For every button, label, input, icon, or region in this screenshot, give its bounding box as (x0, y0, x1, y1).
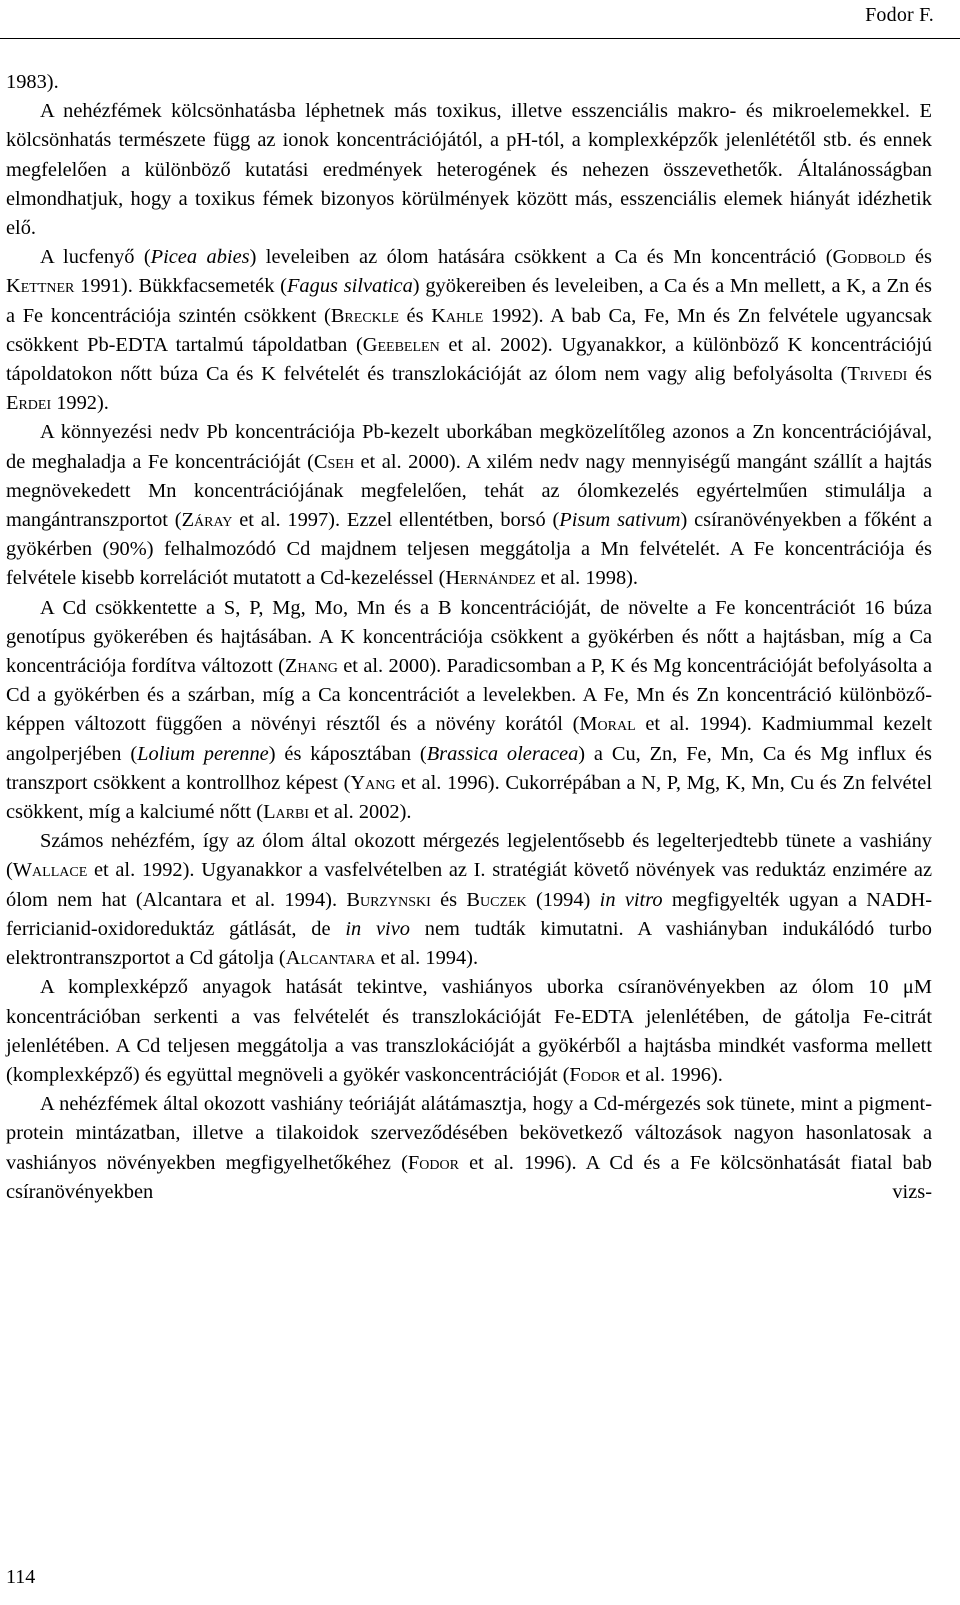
author-name: Cseh (313, 450, 354, 473)
text-run: et al. 1996). (620, 1063, 723, 1086)
page-number: 114 (6, 1566, 36, 1588)
text-run: et al. 1994). (375, 947, 479, 970)
italic-term: Brassica oleracea (426, 742, 579, 765)
paragraph (6, 1090, 932, 1207)
author-name: Kahle (431, 304, 484, 327)
running-head: Fodor F. (865, 4, 934, 26)
paragraph (6, 594, 932, 828)
text-run: et al. 1996). A Cd és a Fe kölcsönhatását fiatal bab csíranövényekben vizs- (6, 1151, 932, 1203)
text-run: et al. 1996). Cukorrépában a N, P, Mg, K, Mn, Cu és Zn felvétel csökkent, míg a kalciumé nőtt ( (6, 771, 932, 824)
text-run: ) és káposztában ( (268, 742, 427, 765)
text-run: 1992). A bab Ca, Fe, Mn és Zn felvétele ugyancsak csökkent Pb-EDTA tartalmú tápoldatban ( (6, 304, 932, 356)
text-run: és (398, 304, 432, 327)
paragraph (6, 973, 932, 1090)
author-name: Fodor (569, 1063, 621, 1086)
italic-term: Picea abies (150, 246, 250, 269)
author-name: Erdei (6, 392, 52, 415)
text-run: et al. 2002). Ugyanakkor, a különböző K koncentrációjú tápoldatokon nőtt búza Ca és K felvételét és transzlokációját az ólom nem vagy alig befolyásolta ( (6, 333, 932, 386)
paragraph (6, 97, 932, 243)
text-run: A lucfenyő ( (40, 246, 151, 269)
page-header (0, 0, 960, 39)
author-name: Hernández (445, 567, 536, 590)
text-run: 1992). (51, 392, 109, 415)
text-run: és (907, 363, 932, 386)
text-run: et al. 1992). Ugyanakkor a vasfelvételben az I. stratégiát követő növények vas reduktáz enzimére az ólom nem hat (Alcantara et al. 1994). (6, 859, 932, 911)
italic-term: in vivo (345, 917, 410, 940)
text-run: et al. 2002). (309, 801, 412, 824)
author-name: Kettner (6, 275, 75, 298)
author-name: Moral (579, 713, 636, 736)
author-name: Alcantara (285, 947, 376, 970)
author-name: Breckle (330, 304, 399, 327)
italic-term: Pisum sativum (559, 509, 681, 532)
italic-term: Fagus silvatica (286, 275, 413, 298)
italic-term: in vitro (599, 888, 663, 911)
author-name: Wallace (12, 859, 88, 882)
author-name: Trivedi (847, 363, 908, 386)
author-name: Larbi (263, 801, 309, 824)
author-name: Yang (350, 771, 396, 794)
author-name: Fodor (407, 1151, 459, 1174)
text-run: Számos nehézfém, így az ólom által okozott mérgezés legjelentősebb és legelterjedtebb tünete a vashiány ( (6, 830, 932, 882)
text-run: ) csíranövényekben a főként a gyökérben (90%) felhalmozódó Cd majdnem teljesen meggátolja a Mn felvételét. A Fe koncentrációja és felvétele kisebb korrelációt mutatott a Cd-kezeléssel ( (6, 509, 932, 590)
paragraph (6, 243, 932, 418)
text-run: A nehézfémek kölcsönhatásba léphetnek más toxikus, illetve esszenciális makro- és mikroelemekkel. E kölcsönhatás természete függ az ionok koncentrációjától, a pH-tól, a komplexképzők jelenlététől stb. és ennek megfelelően a különböző kutatási eredmények heterogének és nehezen összevethetők. Általánosságban elmondhatjuk, hogy a toxikus fémek bizonyos körülmények között más, esszenciális elemek hiányát idézhetik elő. (6, 100, 932, 240)
author-name: Geebelen (362, 333, 440, 356)
paragraph (6, 827, 932, 973)
text-run: és (430, 888, 467, 911)
text-run: ) leveleiben az ólom hatására csökkent a Ca és Mn koncentráció ( (249, 246, 833, 269)
author-name: Godbold (832, 246, 906, 269)
text-run: A komplexképző anyagok hatását tekintve, vashiányos uborka csíranövényekben az ólom 10 μM koncentrációban serkenti a vas felvételét és transzlokációját Fe-EDTA jelenlétében, de gátolja Fe-citrát jelenlétében. A Cd teljesen meggátolja a vas transzlokációját a gyökérből a hajtásba mindkét vasforma mellett (komplexképző) és együttal megnöveli a gyökér vaskoncentrációját ( (6, 976, 932, 1086)
paragraph (6, 68, 932, 97)
author-name: Burzynski (346, 888, 431, 911)
text-run: ) a Cu, Zn, Fe, Mn, Ca és Mg influx és transzport csökkent a kontrollhoz képest ( (6, 742, 932, 794)
text-run: et al. 1997). Ezzel ellentétben, borsó ( (232, 509, 560, 532)
author-name: Buczek (466, 888, 527, 911)
text-run: A könnyezési nedv Pb koncentrációja Pb-kezelt uborkában megközelítőleg azonos a Zn koncentrációjával, de meghaladja a Fe koncentrációját ( (6, 421, 932, 473)
paragraph (6, 418, 932, 593)
text-run: A Cd csökkentette a S, P, Mg, Mo, Mn és a B koncentrációját, de növelte a Fe koncentrációt 16 búza genotípus gyökerében és hajtásában. A K koncentrációja csökkent a gyökérben és nőtt a hajtásban, míg a Ca koncentrációja fordítva változott ( (6, 596, 932, 678)
text-run: megfigyelték ugyan a NADH-ferricianid-oxidoreduktáz gátlását, de (6, 888, 933, 940)
text-run: et al. 2000). Paradicsomban a P, K és Mg koncentrációját befolyásolta a Cd a gyökérben és a szárban, míg a Ca koncentrációt a levelekben. A Fe, Mn és Zn koncentráció különbözőképpen változott függően a növényi résztől és a növény korától ( (6, 655, 933, 736)
text-run: nem tudták kimutatni. A vashiányban indukálódó turbo elektrontranszportot a Cd gátolja ( (6, 917, 932, 970)
author-name: Záray (181, 509, 233, 532)
text-run: et al. 2000). A xilém nedv nagy mennyiségű mangánt szállít a hajtás megnövekedett Mn koncentrációjának megfelelően, tehát az ólomkezelés egyértelműen stimulálja a mangántranszportot ( (6, 450, 932, 532)
text-run: (1994) (526, 888, 600, 911)
text-run: ) gyökereiben és leveleiben, a Ca és a Mn mellett, a K, a Zn és a Fe koncentrációja szintén csökkent ( (6, 275, 932, 327)
text-run: 1983). (6, 71, 59, 93)
author-name: Zhang (284, 655, 338, 678)
italic-term: Lolium perenne (137, 742, 269, 765)
text-run: et al. 1994). Kadmiummal kezelt angolperjében ( (6, 713, 932, 765)
text-run: et al. 1998). (535, 567, 639, 590)
text-run: A nehézfémek által okozott vashiány teóriáját alátámasztja, hogy a Cd-mérgezés sok tünete, mint a pigment-protein mintázatban, illetve a tilakoidok szerveződésében bekövetkező változások nagyon hasonlatosak a vashiányos növényekben megfigyelhetőkéhez ( (6, 1093, 932, 1174)
body-text (6, 68, 932, 1207)
text-run: 1991). Bükkfacsemeték ( (74, 275, 287, 298)
text-run: és (905, 246, 932, 269)
